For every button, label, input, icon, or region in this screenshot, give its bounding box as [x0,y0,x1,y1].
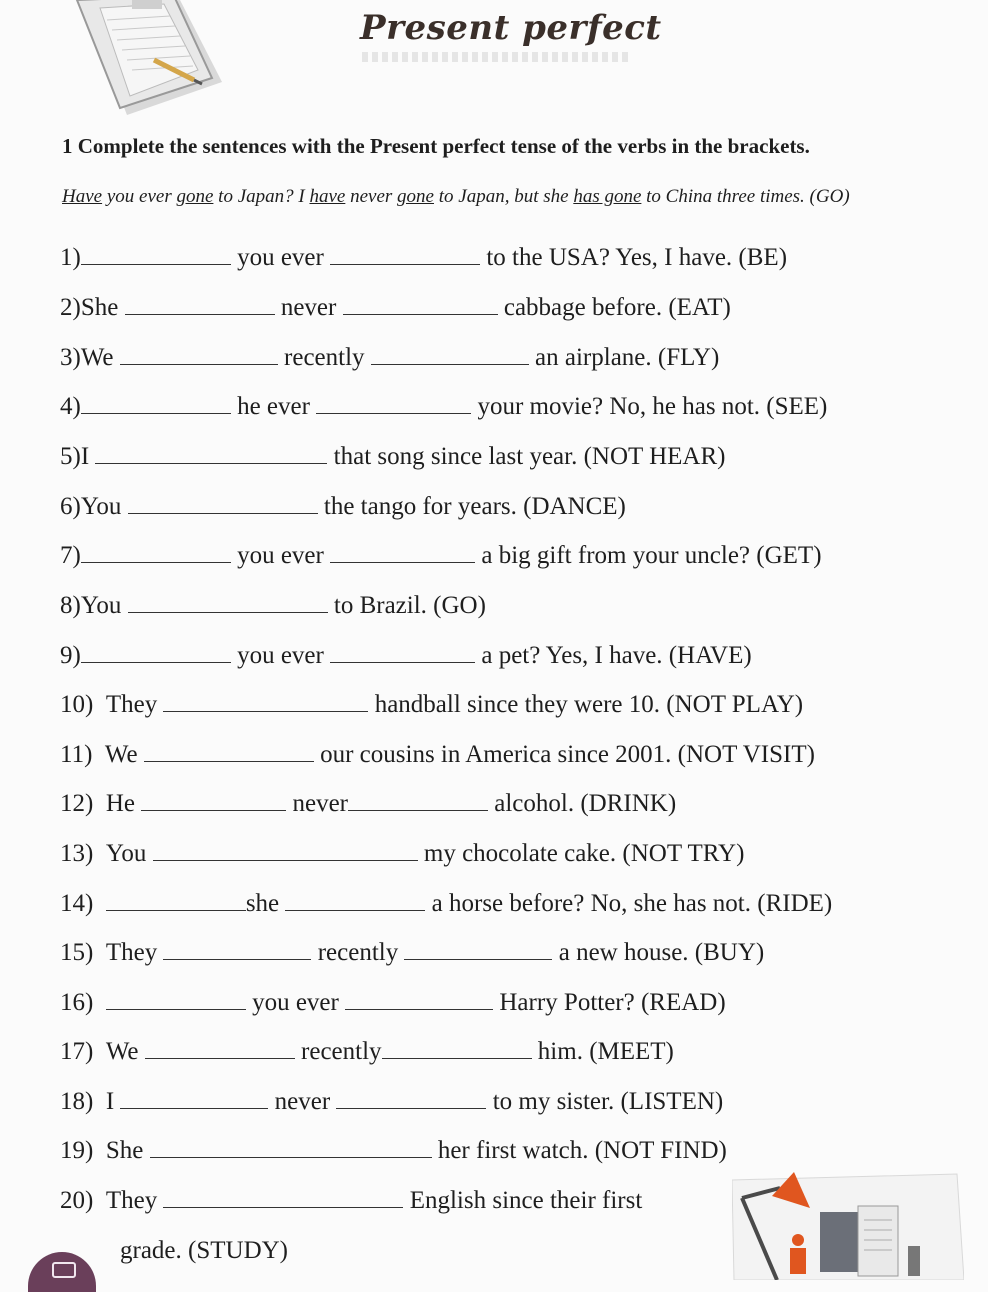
sentence-text: you ever [237,642,324,669]
sentence-number: 16) [60,989,94,1016]
answer-blank[interactable] [81,542,231,563]
answer-blank[interactable] [81,393,231,414]
sentence-number: 20) [60,1187,94,1214]
camera-icon [52,1262,76,1278]
sentence-number: 4) [60,393,81,420]
answer-blank[interactable] [141,790,286,811]
sentence-text: You [105,840,147,867]
sentence-text: you ever [252,989,339,1016]
answer-blank[interactable] [128,592,328,613]
sentence-7 [60,542,822,570]
sentence-text: our cousins in America since 2001. (NOT VISIT) [320,741,815,768]
sentence-text: He [105,790,135,817]
answer-blank[interactable] [371,344,529,365]
answer-blank[interactable] [404,939,552,960]
sentence-text: They [105,1187,158,1214]
sentence-17 [60,1038,674,1066]
sentence-text: your movie? No, he has not. (SEE) [477,393,828,420]
sentence-text: cabbage before. (EAT) [503,294,731,321]
sentence-text: her first watch. (NOT FIND) [437,1137,727,1164]
sentence-3 [60,344,719,372]
example-part: you ever [102,186,177,207]
sentence-number: 10) [60,691,94,718]
sentence-text: never [292,790,349,817]
title-shadow [362,52,632,62]
answer-blank[interactable] [348,790,488,811]
sentence-text: the tango for years. (DANCE) [323,493,626,520]
answer-blank[interactable] [125,294,275,315]
desk-lamp-books-icon [732,1168,964,1280]
answer-blank[interactable] [144,741,314,762]
sentence-text: I [105,1088,115,1115]
answer-blank[interactable] [81,642,231,663]
sentence-text: We [104,741,138,768]
clipboard-pencil-icon [62,0,227,120]
sentence-18 [60,1088,723,1116]
sentence-12 [60,790,676,818]
sentence-text: a pet? Yes, I have. (HAVE) [481,642,752,669]
sentence-2 [60,294,731,322]
sentence-text: you ever [237,244,324,271]
sentence-text: recently [317,939,399,966]
example-part: has gone [573,186,642,207]
sentence-number: 17) [60,1038,94,1065]
sentence-text: They [105,939,158,966]
sentence-1 [60,244,787,272]
answer-blank[interactable] [106,989,246,1010]
sentence-text: Harry Potter? (READ) [499,989,726,1016]
sentence-8 [60,592,486,620]
sentence-10 [60,691,803,719]
sentence-text: recently [284,344,365,371]
answer-blank[interactable] [343,294,498,315]
example-part: Have [62,186,103,207]
sentence-text: an airplane. (FLY) [535,344,720,371]
sentence-number: 13) [60,840,94,867]
sentence-20 [60,1187,642,1215]
sentence-text: he ever [237,393,310,420]
sentence-number: 12) [60,790,94,817]
instruction: 1 Complete the sentences with the Present perfect tense of the verbs in the brackets. [62,134,810,158]
answer-blank[interactable] [120,1088,268,1109]
sentence-text: You [80,592,122,619]
sentence-text: that song since last year. (NOT HEAR) [333,443,726,470]
sentence-text: never [280,294,337,321]
answer-blank[interactable] [153,840,418,861]
sentence-text: to Brazil. (GO) [333,592,486,619]
sentence-4 [60,393,827,421]
sentence-number: 5) [60,443,81,470]
sentence-text: You [80,493,122,520]
sentence-text: she [245,890,280,917]
answer-blank[interactable] [163,939,311,960]
answer-blank[interactable] [330,244,480,265]
sentence-number: 2) [60,294,81,321]
sentence-number: 19) [60,1137,94,1164]
sentence-text: him. (MEET) [537,1038,674,1065]
sentence-16 [60,989,726,1017]
sentence-5 [60,443,725,471]
sentence-text: to the USA? Yes, I have. (BE) [486,244,788,271]
sentence-text: you ever [237,542,324,569]
answer-blank[interactable] [81,244,231,265]
sentence-text: English since their first [409,1187,643,1214]
sentence-text: We [80,344,114,371]
sentence-15 [60,939,764,967]
example-part: to Japan? I [213,186,310,207]
sentence-number: 14) [60,890,94,917]
answer-blank[interactable] [150,1137,432,1158]
sentence-text: never [274,1088,331,1115]
sentence-text: to my sister. (LISTEN) [492,1088,724,1115]
sentence-text: They [105,691,158,718]
answer-blank[interactable] [330,642,475,663]
sentence-number: 8) [60,592,81,619]
answer-blank[interactable] [345,989,493,1010]
example-part: gone [176,186,214,207]
example-part: to China three times. (GO) [641,186,850,207]
sentence-14 [60,890,832,918]
answer-blank[interactable] [285,890,425,911]
sentence-text: a new house. (BUY) [558,939,765,966]
answer-blank[interactable] [330,542,475,563]
answer-blank[interactable] [163,691,368,712]
example-sentence [62,186,850,208]
answer-blank[interactable] [163,1187,403,1208]
sentence-number: 1) [60,244,81,271]
sentence-text: I [80,443,90,470]
example-part: to Japan, but she [433,186,574,207]
answer-blank[interactable] [336,1088,486,1109]
answer-blank[interactable] [128,493,318,514]
sentence-text: handball since they were 10. (NOT PLAY) [374,691,804,718]
answer-blank[interactable] [120,344,278,365]
example-part: have [309,186,346,207]
sentence-20-continuation: grade. (STUDY) [120,1237,289,1264]
sentence-text: alcohol. (DRINK) [494,790,677,817]
sentence-number: 15) [60,939,94,966]
sentence-text: recently [301,1038,382,1065]
sentence-number: 6) [60,493,81,520]
sentence-text: my chocolate cake. (NOT TRY) [423,840,745,867]
answer-blank[interactable] [106,890,246,911]
sentence-text: a big gift from your uncle? (GET) [481,542,822,569]
page-title: Present perfect [360,8,662,48]
sentence-13 [60,840,744,868]
sentence-text: She [105,1137,144,1164]
sentence-number: 9) [60,642,81,669]
sentence-number: 11) [60,741,93,768]
answer-blank[interactable] [95,443,327,464]
example-part: never [345,186,398,207]
sentence-19 [60,1137,727,1165]
sentence-text: She [80,294,119,321]
sentence-6 [60,493,626,521]
sentence-number: 18) [60,1088,94,1115]
answer-blank[interactable] [316,393,471,414]
sentence-number: 3) [60,344,81,371]
answer-blank[interactable] [382,1038,532,1059]
app-badge-icon[interactable] [28,1252,96,1292]
sentence-9 [60,642,752,670]
sentence-text: We [105,1038,139,1065]
sentence-11 [60,741,815,769]
answer-blank[interactable] [145,1038,295,1059]
example-part: gone [397,186,434,207]
sentence-number: 7) [60,542,81,569]
sentence-text: a horse before? No, she has not. (RIDE) [431,890,833,917]
